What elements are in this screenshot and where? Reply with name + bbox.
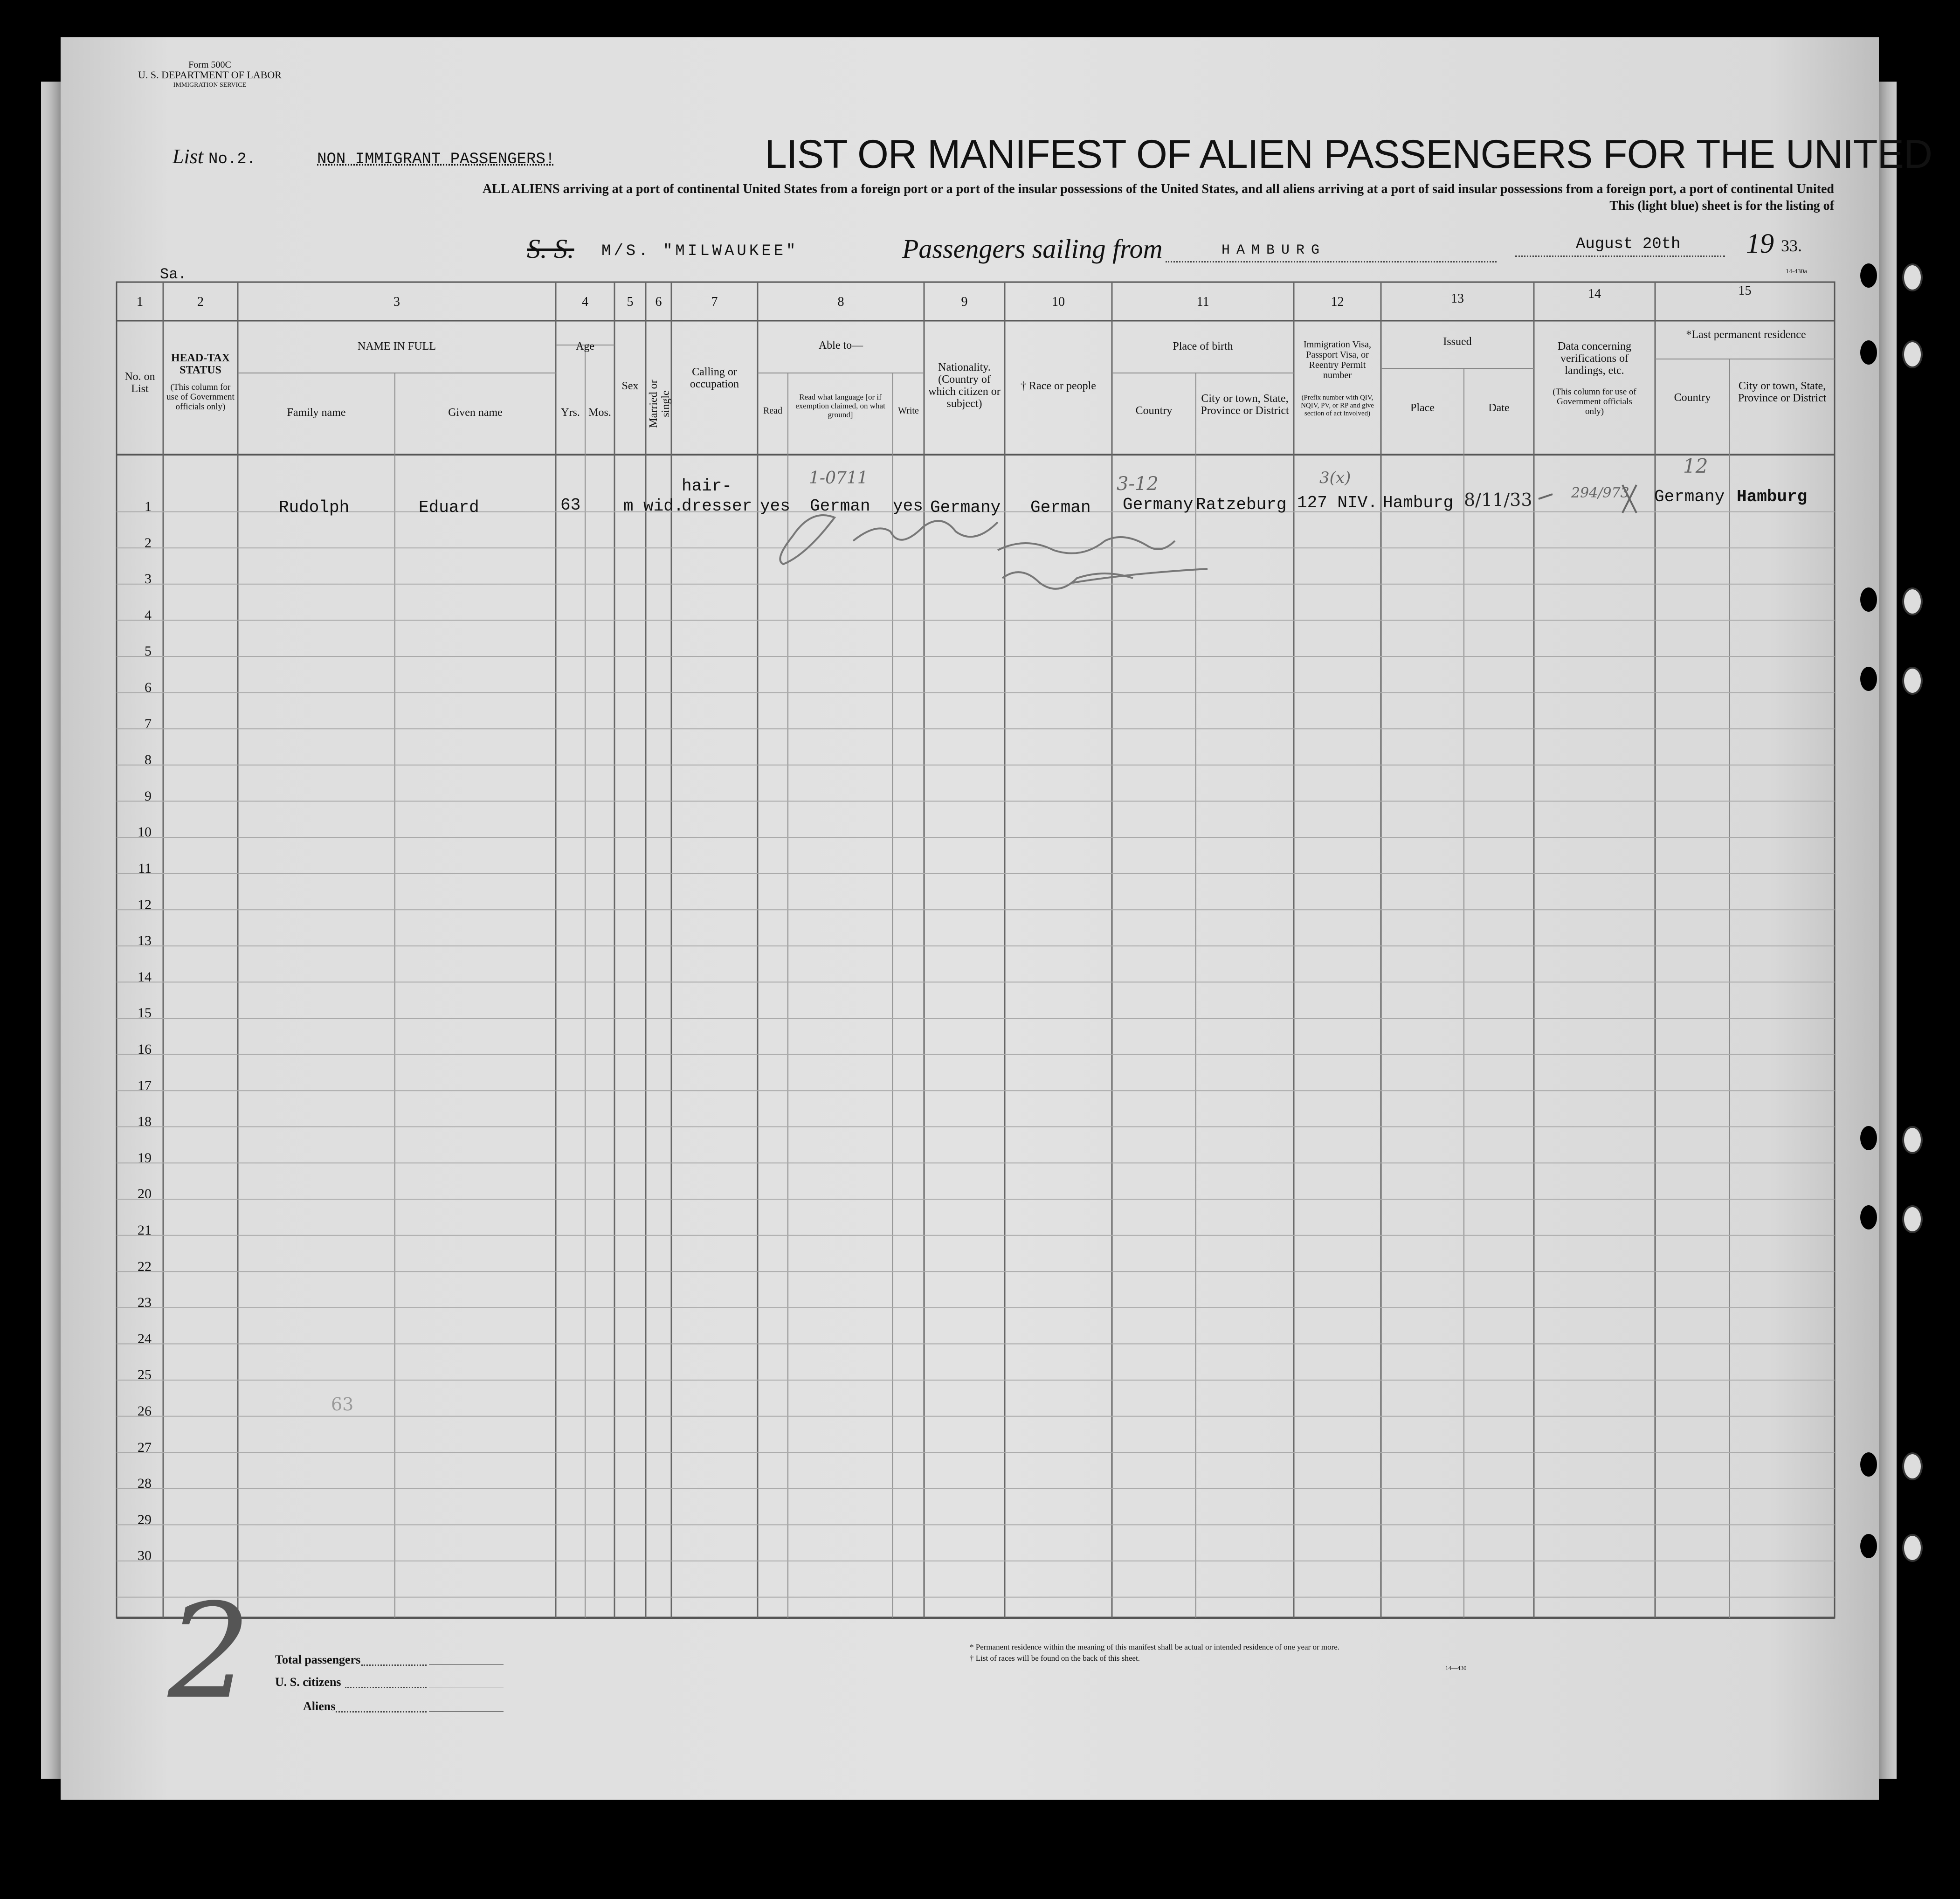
subtitle-line-1: ALL ALIENS arriving at a port of continental United States from a foreign port or a port of the insular possessions of the United States, and all aliens arriving at a port of said insular possessions from a foreign port, a port of continental United	[482, 182, 1834, 196]
header-read: Read	[763, 406, 783, 416]
header-visa: Immigration Visa, Passport Visa, or Reentry Permit number	[1303, 339, 1372, 380]
header-visa-note: (Prefix number with QIV, NQIV, PV, or RP and give section of act involved)	[1301, 394, 1374, 417]
column-number: 13	[1451, 291, 1464, 306]
department-name: U. S. DEPARTMENT OF LABOR	[138, 69, 282, 81]
read-cell: yes	[760, 497, 790, 516]
header-given-name: Given name	[448, 407, 503, 419]
column-number: 3	[393, 295, 400, 309]
row-number: 26	[138, 1403, 152, 1419]
header-age: Age	[576, 340, 594, 352]
family-name-cell: Rudolph	[279, 498, 350, 517]
column-number: 8	[837, 295, 844, 309]
header-able-to: Able to—	[818, 339, 863, 352]
row-number: 5	[145, 643, 152, 659]
header-nationality: Nationality. (Country of which citizen or subject)	[928, 361, 1001, 410]
handwritten-note: 3(x)	[1319, 469, 1351, 487]
footnote-residence: * Permanent residence within the meaning of this manifest shall be actual or intended residence of one year or more.	[970, 1643, 1340, 1651]
dotted-leader	[336, 1711, 427, 1713]
header-issued-date: Date	[1488, 402, 1510, 414]
header-place-of-birth: Place of birth	[1173, 340, 1233, 352]
row-number: 21	[138, 1222, 152, 1238]
year-prefix: 19	[1746, 228, 1774, 259]
column-number: 9	[961, 295, 968, 309]
dotted-leader	[361, 1664, 427, 1666]
handwritten-note: 1-0711	[809, 469, 868, 488]
marital-status-cell: wid.	[643, 497, 684, 516]
row-number: 22	[138, 1258, 152, 1274]
corner-code: 14-430a	[1786, 268, 1807, 275]
header-mos: Mos.	[588, 407, 611, 419]
column-number: 15	[1738, 283, 1752, 298]
row-number: 8	[145, 752, 152, 768]
column-number: 6	[655, 295, 662, 309]
age-years-cell: 63	[560, 496, 581, 515]
birth-city-cell: Ratzeburg	[1196, 495, 1287, 514]
header-no-on-list: No. on List	[124, 371, 155, 395]
row-number: 28	[138, 1476, 152, 1492]
occupation-cell-line-2: dresser	[682, 497, 752, 516]
sex-cell: m	[623, 497, 634, 516]
sailing-label: Passengers sailing from	[902, 234, 1163, 264]
nationality-cell: Germany	[930, 498, 1001, 517]
row-number: 25	[138, 1367, 152, 1383]
race-cell: German	[1030, 498, 1091, 517]
row-number: 23	[138, 1295, 152, 1311]
row-number: 27	[138, 1439, 152, 1455]
year-suffix: 33.	[1781, 236, 1802, 255]
header-birth-country: Country	[1135, 405, 1173, 417]
form-number: Form 500C	[188, 60, 231, 70]
row-number: 7	[145, 716, 152, 732]
row-number: 6	[145, 680, 152, 695]
column-number: 1	[137, 295, 143, 309]
header-birth-city: City or town, State, Province or District	[1201, 393, 1289, 417]
header-head-tax: HEAD-TAX STATUS	[171, 352, 230, 376]
row-number: 10	[138, 824, 152, 840]
write-cell: yes	[893, 497, 923, 516]
header-yrs: Yrs.	[561, 407, 580, 419]
issued-date-cell: 8/11/33	[1464, 490, 1532, 510]
sa-mark: Sa.	[160, 266, 187, 283]
visa-cell: 127 NIV.	[1297, 493, 1378, 512]
stamped-number: 63	[331, 1394, 354, 1415]
total-passengers-label: Total passengers	[275, 1653, 361, 1666]
row-number: 4	[145, 607, 152, 623]
list-number: No.2.	[208, 151, 256, 168]
row-number: 9	[145, 788, 152, 804]
language-cell: German	[810, 497, 870, 516]
vessel-name: M/S. "MILWAUKEE"	[601, 242, 799, 260]
row-number: 19	[138, 1150, 152, 1166]
column-number: 7	[711, 295, 718, 309]
row-number: 11	[138, 861, 152, 876]
total-passengers-field	[429, 1664, 504, 1665]
header-data-concerning: Data concerning verifications of landings, etc.	[1558, 340, 1631, 377]
column-number: 11	[1196, 295, 1209, 309]
row-number: 13	[138, 933, 152, 949]
residence-country-cell: Germany	[1654, 487, 1725, 506]
column-number: 14	[1588, 287, 1601, 301]
ss-label-text: S. S.	[527, 234, 574, 264]
handwritten-note: 3-12	[1117, 473, 1159, 495]
residence-city-cell: Hamburg	[1737, 487, 1808, 506]
header-race: † Race or people	[1021, 380, 1096, 392]
list-type: NON IMMIGRANT PASSENGERS!	[317, 151, 555, 168]
row-number: 30	[138, 1548, 152, 1564]
occupation-cell-line-1: hair-	[682, 476, 732, 496]
header-sex: Sex	[621, 380, 639, 392]
row-number: 16	[138, 1042, 152, 1057]
aliens-field	[429, 1711, 504, 1712]
row-number: 29	[138, 1512, 152, 1527]
row-number: 17	[138, 1077, 152, 1093]
dotted-leader	[345, 1687, 427, 1688]
row-number: 15	[138, 1005, 152, 1021]
sailing-date: August 20th	[1576, 235, 1681, 253]
port-name: HAMBURG	[1222, 242, 1326, 258]
handwritten-verification: 294/973	[1571, 485, 1629, 501]
header-married-or-single: Married or single	[648, 380, 672, 428]
list-label: List	[173, 145, 204, 168]
given-name-cell: Eduard	[419, 498, 479, 517]
header-residence-country: Country	[1674, 392, 1711, 404]
header-name-in-full: NAME IN FULL	[358, 340, 436, 352]
row-number: 24	[138, 1331, 152, 1347]
row-number: 12	[138, 897, 152, 912]
service-name: IMMIGRATION SERVICE	[173, 82, 247, 89]
column-number: 10	[1052, 295, 1065, 309]
header-issued: Issued	[1443, 336, 1472, 348]
header-write: Write	[898, 406, 919, 416]
aliens-label: Aliens	[303, 1699, 336, 1713]
page-title: LIST OR MANIFEST OF ALIEN PASSENGERS FOR THE UNITED	[765, 132, 1932, 177]
us-citizens-label: U. S. citizens	[275, 1675, 341, 1689]
column-number: 2	[197, 295, 204, 309]
header-read-language: Read what language [or if exemption claimed, on what ground]	[795, 393, 885, 419]
row-number: 14	[138, 969, 152, 985]
handwritten-note: 12	[1683, 455, 1708, 477]
header-issued-place: Place	[1410, 402, 1435, 414]
header-last-residence: *Last permanent residence	[1686, 329, 1806, 341]
header-head-tax-note: (This column for use of Government officials only)	[166, 382, 235, 412]
handwritten-digit: 2	[168, 1576, 251, 1728]
row-number: 1	[145, 499, 152, 514]
subtitle-line-2: This (light blue) sheet is for the listing of	[1609, 199, 1834, 213]
column-number: 12	[1331, 295, 1344, 309]
header-family-name: Family name	[287, 407, 346, 419]
row-number: 18	[138, 1114, 152, 1130]
footnote-races: † List of races will be found on the back of this sheet.	[970, 1654, 1140, 1663]
birth-country-cell: Germany	[1123, 495, 1194, 514]
row-number: 3	[145, 571, 152, 587]
header-residence-city: City or town, State, Province or District	[1738, 380, 1827, 404]
issued-place-cell: Hamburg	[1383, 493, 1454, 512]
row-number: 20	[138, 1186, 152, 1202]
header-calling: Calling or occupation	[690, 366, 739, 390]
row-number: 2	[145, 535, 152, 551]
form-code: 14—430	[1445, 1664, 1467, 1671]
header-data-note: (This column for use of Government officials only)	[1553, 387, 1636, 416]
column-number: 5	[627, 295, 634, 309]
column-number: 4	[582, 295, 588, 309]
